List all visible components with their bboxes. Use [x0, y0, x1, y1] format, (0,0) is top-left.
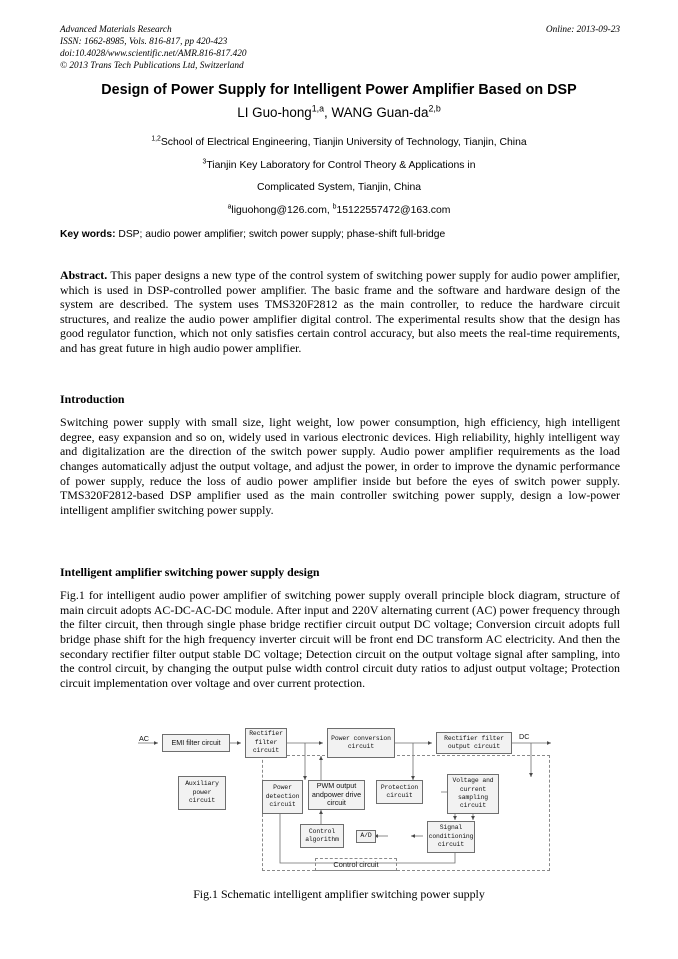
- email-line: [40, 200, 638, 223]
- figure-1: [135, 722, 555, 882]
- doi-line: doi:10.4028/www.scientific.net/AMR.816-817.420: [60, 49, 247, 60]
- paper-title: Design of Power Supply for Intelligent Power Amplifier Based on DSP: [101, 82, 577, 98]
- block-rectifier-filter-output-circuit: Rectifier filter output circuit: [436, 732, 512, 754]
- block-power-detection-circuit: Power detection circuit: [262, 780, 303, 814]
- journal-header-top-row: [60, 24, 620, 36]
- affiliation-2-text: Tianjin Key Laboratory for Control Theory & Applications in: [206, 159, 476, 171]
- affiliation-2-marker: 3: [202, 158, 207, 166]
- keywords-block: [60, 229, 620, 240]
- section-body-introduction: Switching power supply with small size, light weight, low power consumption, high efficiency, high intelligent degree, easy expansion and so on, widely used in various electronic devices. High reliability, highly intelligent way and digitalization are the direction of the switch power supply. Audio power amplifier requirements as the load changes automatically adjust the output voltage, and adjust the power, in order to improve the dynamic performance of power supply, reduce the loss of audio power amplifier inside but before the eyes of switch power supply. TMS320F2812-based DSP amplifier used as the main controller switching power supply, design a low-power intelligent amplifier switching power supply.: [60, 415, 620, 517]
- author-2-name: WANG Guan-da: [331, 105, 429, 120]
- affiliation-1-text: School of Electrical Engineering, Tianjin University of Technology, Tianjin, China: [160, 137, 527, 148]
- block-ad-converter: A/D: [356, 830, 376, 843]
- issn-line: ISSN: 1662-8985, Vols. 816-817, pp 420-423: [60, 37, 228, 48]
- affiliation-line-3: Complicated System, Tianjin, China: [256, 182, 421, 194]
- email-a: liguohong@126.com,: [231, 204, 333, 216]
- affiliations: [40, 132, 638, 222]
- section-heading-design: Intelligent amplifier switching power supply design: [60, 565, 320, 579]
- block-power-conversion-circuit: Power conversion circuit: [327, 728, 395, 758]
- abstract-block: [60, 268, 620, 356]
- block-control-algorithm: Control algorithm: [300, 824, 344, 848]
- affiliation-1-marker: 1,2: [151, 135, 161, 143]
- affiliation-line-1: [40, 132, 638, 155]
- email-a-marker: a: [227, 203, 232, 211]
- figure-1-caption: Fig.1 Schematic intelligent amplifier switching power supply: [193, 887, 485, 901]
- author-2-affiliation-marker: 2,b: [428, 103, 441, 114]
- section-heading-introduction: Introduction: [60, 392, 125, 406]
- journal-header: [60, 24, 620, 72]
- block-emi-filter-circuit: EMI filter circuit: [162, 734, 230, 752]
- author-1-affiliation-marker: 1,a: [311, 103, 324, 114]
- block-rectifier-filter-circuit: Rectifier filter circuit: [245, 728, 287, 758]
- author-list: [40, 105, 638, 120]
- copyright-line: © 2013 Trans Tech Publications Ltd, Switzerland: [60, 61, 244, 72]
- author-separator: ,: [324, 105, 332, 120]
- abstract-label: Abstract.: [60, 268, 108, 282]
- online-date: Online: 2013-09-23: [545, 25, 620, 35]
- block-signal-conditioning-circuit: Signal conditioning circuit: [427, 821, 475, 853]
- block-pwm-output-power-drive-circuit: PWM output andpower drive circuit: [308, 780, 365, 810]
- keywords-label: Key words:: [60, 229, 116, 240]
- email-b-marker: b: [332, 203, 337, 211]
- abstract-text: This paper designs a new type of the control system of switching power supply for audio power amplifier, which is used in DSP-controlled power amplifier. The basic frame and the software and hardware design of the system are described. The system uses TMS320F2812 as the main controller, to reduce the hardware circuit structures, and realize the audio power amplifier digital control. The experimental results show that the design has good regulator function, which not only satisfies certain control accuracy, but also meets the real-time requirements, and has great future in high audio power amplifier.: [60, 268, 620, 355]
- control-circuit-region: [262, 755, 550, 871]
- block-protection-circuit: Protection circuit: [376, 780, 423, 804]
- author-1-name: LI Guo-hong: [237, 105, 312, 120]
- block-auxiliary-power-circuit: Auxiliary power circuit: [178, 776, 226, 810]
- email-b: 15122557472@163.com: [336, 204, 451, 216]
- journal-name: Advanced Materials Research: [60, 25, 172, 35]
- section-body-design: Fig.1 for intelligent audio power amplifier of switching power supply overall principle block diagram, structure of main circuit adopts AC-DC-AC-DC module. After input and 220V alternating current (AC) power frequency through the filter circuit, then through single phase bridge rectifier circuit output DC voltage; Conversion circuit adopts full bridge phase shift for the high frequency inverter circuit will be front end DC transform AC electricity. And then the secondary rectifier filter output stable DC voltage; Detection circuit on the output voltage signal after sampling, into the control circuit, by changing the output pulse width control circuit duty ratios to adjust output voltage; Protection circuit implementation over voltage and over current protection.: [60, 588, 620, 690]
- block-diagram: [135, 722, 555, 882]
- label-control-circuit: Control circuit: [315, 858, 397, 871]
- label-ac-input: AC: [139, 734, 149, 743]
- keywords-value: DSP; audio power amplifier; switch power supply; phase-shift full-bridge: [115, 229, 446, 240]
- label-dc-output: DC: [519, 732, 530, 741]
- affiliation-line-2: [40, 155, 638, 178]
- block-voltage-current-sampling-circuit: Voltage and current sampling circuit: [447, 774, 499, 814]
